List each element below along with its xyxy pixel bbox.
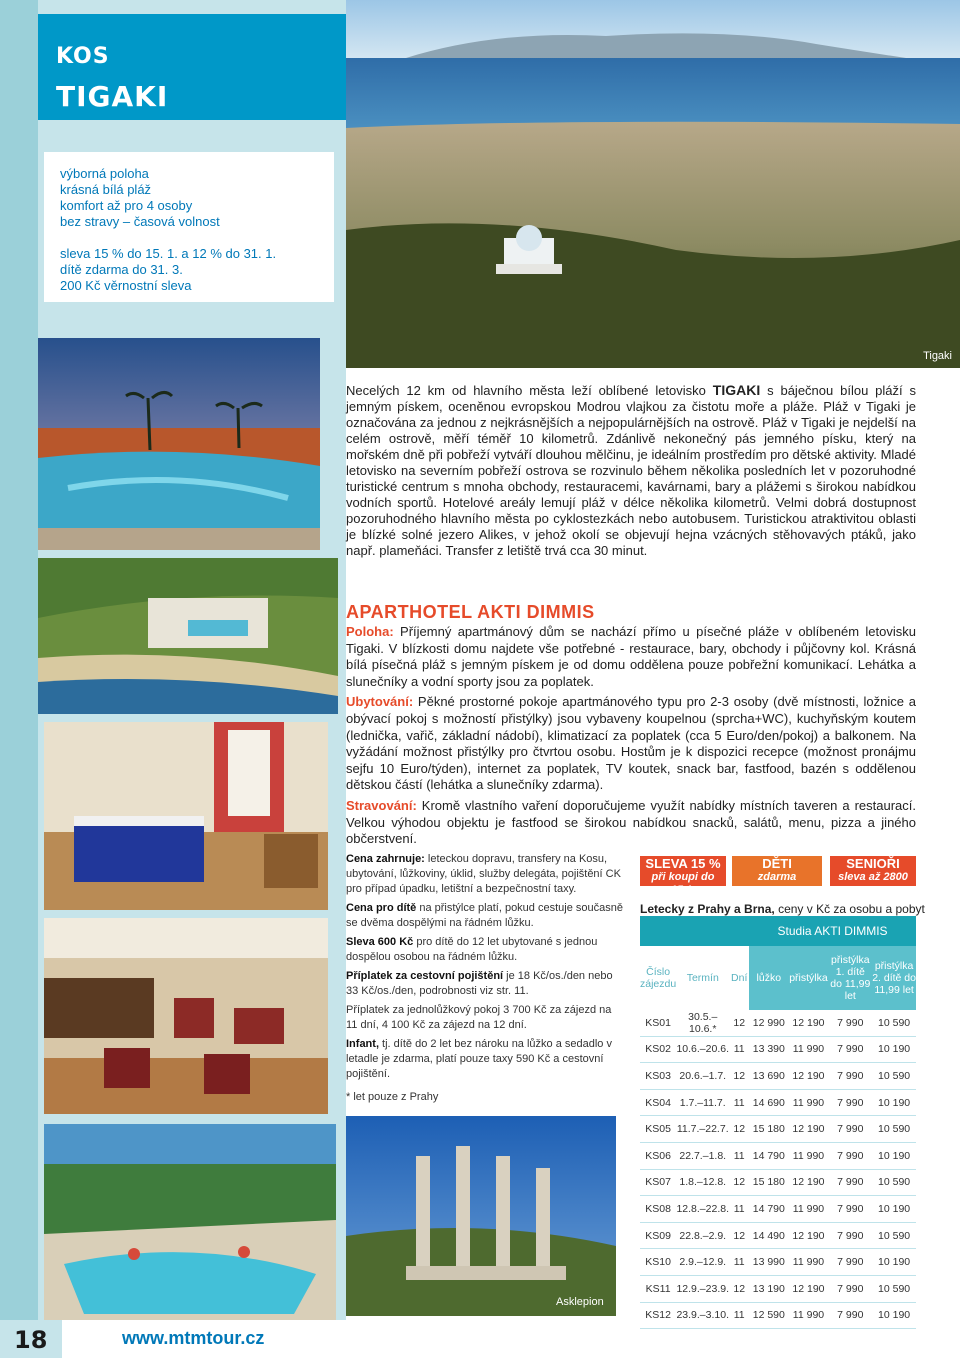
note-item xyxy=(346,935,624,965)
section-label: Ubytování: xyxy=(346,694,414,710)
website-link[interactable]: www.mtmtour.cz xyxy=(122,1328,265,1348)
col-header: lůžko xyxy=(749,946,788,1010)
tour-code-cell: KS09 xyxy=(640,1222,676,1249)
region-title: KOS xyxy=(56,44,110,69)
table-cell: 12 190 xyxy=(788,1116,828,1143)
table-row xyxy=(640,1063,916,1090)
note-text: pro dítě do 12 let ubytované s jednou dospělou osobou na řádném lůžku. xyxy=(346,936,598,963)
table-cell: 13 690 xyxy=(749,1063,788,1090)
table-cell: 12 190 xyxy=(788,1063,828,1090)
photo-hotel-aerial xyxy=(38,558,338,714)
table-cell: 11 xyxy=(729,1036,749,1063)
tour-code-cell: KS03 xyxy=(640,1063,676,1090)
table-cell: 10 590 xyxy=(872,1063,916,1090)
photo-asklepion xyxy=(346,1116,616,1316)
photo-pool-day xyxy=(44,1124,336,1320)
badge-title: DĚTI xyxy=(762,856,792,871)
table-row xyxy=(640,1116,916,1143)
place-title: TIGAKI xyxy=(56,80,169,113)
table-cell: 14 490 xyxy=(749,1222,788,1249)
note-bold: Cena zahrnuje: xyxy=(346,853,425,865)
note-text: na přistýlce platí, pokud cestuje současně se dvěma dospělými na řádném lůžku. xyxy=(346,902,623,929)
badge-title: SENIOŘI xyxy=(846,856,900,871)
table-row xyxy=(640,1196,916,1223)
table-cell: 13 190 xyxy=(749,1275,788,1302)
hotel-description xyxy=(346,624,916,852)
photo-tigaki-landscape xyxy=(346,0,960,368)
table-cell: 10 190 xyxy=(872,1249,916,1276)
note-text: * let pouze z Prahy xyxy=(346,1091,439,1103)
table-cell: 12 xyxy=(729,1275,749,1302)
photo-room xyxy=(44,722,328,910)
badge-children xyxy=(732,856,822,886)
highlight-item: komfort až pro 4 osoby xyxy=(60,198,193,213)
table-cell: 7 990 xyxy=(828,1063,872,1090)
col-header: Dní xyxy=(729,946,749,1010)
photo-hotel-pool-evening xyxy=(38,338,320,550)
note-bold: Sleva 600 Kč xyxy=(346,936,414,948)
tour-code-cell: KS04 xyxy=(640,1089,676,1116)
section-label: Poloha: xyxy=(346,624,394,639)
table-cell: 12.8.–22.8. xyxy=(676,1196,729,1223)
table-cell: 12.9.–23.9. xyxy=(676,1275,729,1302)
badge-discount xyxy=(640,856,726,896)
tour-code-cell: KS10 xyxy=(640,1249,676,1276)
tour-code-cell: KS08 xyxy=(640,1196,676,1223)
table-row xyxy=(640,1089,916,1116)
note-item xyxy=(346,901,624,931)
table-cell: 11 xyxy=(729,1142,749,1169)
badge-subtitle: při koupi do 15.1. xyxy=(651,871,715,896)
table-cell: 11 990 xyxy=(788,1249,828,1276)
section-label: Stravování: xyxy=(346,797,417,813)
table-cell: 7 990 xyxy=(828,1196,872,1223)
tour-code-cell: KS11 xyxy=(640,1275,676,1302)
table-cell: 11 990 xyxy=(788,1302,828,1329)
price-table xyxy=(640,916,916,1329)
note-item xyxy=(346,852,624,897)
intro-text-rest: s báječnou bílou pláží s jemným pískem, oceněnou evropskou Modrou vlajkou za čistotu moře a pláže. Pláž v Tigaki je označována za jednou z nejkrásnějších a nejpopulárnějších na ostrově. Pláž v Tigaki je nejdelší na celém ostrově, měří téměř 10 kilometrů. Zdánlivě nekonečný pás jemného písku, který na mořském dně při pobřeží vytváří dlouhou mělčinu, je ideálním prostředím pro dětské aktivity. Mladé letovisko na severním pobřeží ostrova se rozvinulo během několika posledních let v pozoruhodné turistické centrum s mnoha obchody, restauracemi, kavárnami, bary a plážemi s širokou nabídkou vodních sportů. Hotelové areály lemují pláž v délce několika kilometrů. Velmi dobrá dostupnost pozoruhodného hlavního města po cyklostezkách nebo autobusem. Turistickou atraktivitou oblasti je blízké solné jezero Alikes, v jehož okolí se objevují hejna vzácných stěhovavých ptáků, jako např. plameňáci. Transfer z letiště trvá cca 30 minut. xyxy=(346,383,916,558)
table-cell: 14 690 xyxy=(749,1089,788,1116)
table-cell: 7 990 xyxy=(828,1249,872,1276)
highlight-item: bez stravy – časová volnost xyxy=(60,214,220,229)
table-cell: 10.6.–20.6. xyxy=(676,1036,729,1063)
table-cell: 7 990 xyxy=(828,1089,872,1116)
table-cell: 7 990 xyxy=(828,1275,872,1302)
note-item xyxy=(346,969,624,999)
section-text: Kromě vlastního vaření doporučujeme využít nabídky místních taveren a restaurací. Velkou výhodou objektu je fastfood se širokou nabídkou snacků, salátů, menu, pizza a jiného občerstvení. xyxy=(346,797,916,847)
tour-code-cell: KS07 xyxy=(640,1169,676,1196)
table-cell: 12 xyxy=(729,1222,749,1249)
table-cell: 10 190 xyxy=(872,1196,916,1223)
table-cell: 7 990 xyxy=(828,1302,872,1329)
caption-bold: Letecky z Prahy a Brna, xyxy=(640,902,775,916)
note-bold: Příplatek za cestovní pojištění xyxy=(346,970,504,982)
note-text: leteckou dopravu, transfery na Kosu, ubytování, lůžkoviny, úklid, služby delegáta, pojištění CK pro případ úpadku, letištní a bezpečnostní taxy. xyxy=(346,853,621,895)
table-cell: 11 990 xyxy=(788,1142,828,1169)
table-cell: 11 xyxy=(729,1089,749,1116)
note-bold: Infant, xyxy=(346,1038,379,1050)
highlight-item: výborná poloha xyxy=(60,166,149,181)
badge-seniors xyxy=(830,856,916,886)
table-cell: 7 990 xyxy=(828,1010,872,1036)
photo-caption-asklepion: Asklepion xyxy=(556,1296,604,1308)
col-header: Termín xyxy=(676,946,729,1010)
discount-item: dítě zdarma do 31. 3. xyxy=(60,262,183,277)
table-cell: 11 xyxy=(729,1196,749,1223)
table-cell: 22.7.–1.8. xyxy=(676,1142,729,1169)
intro-paragraph xyxy=(346,382,916,559)
section-text: Příjemný apartmánový dům se nachází přímo u písečné pláže v oblíbeném letovisku Tigaki. V blízkosti domu najdete vše potřebné - restaurace, bary, obchody i půjčovny kol. Krásná bílá písečná pláž s jemným pískem je od domu oddělena pouze pobřežní komunikací. Lehátka a slunečníky a vodní sporty jsou za poplatek. xyxy=(346,624,916,689)
table-cell: 23.9.–3.10. xyxy=(676,1302,729,1329)
table-cell: 10 190 xyxy=(872,1089,916,1116)
table-cell: 10 590 xyxy=(872,1010,916,1036)
discount-item: 200 Kč věrnostní sleva xyxy=(60,278,192,293)
badge-subtitle: zdarma xyxy=(757,871,797,883)
left-strip xyxy=(0,0,38,1320)
intro-text-start: Necelých 12 km od hlavního města leží oblíbené letovisko xyxy=(346,383,713,398)
table-cell: 10 590 xyxy=(872,1275,916,1302)
table-cell: 15 180 xyxy=(749,1169,788,1196)
table-cell: 12 190 xyxy=(788,1222,828,1249)
table-cell: 30.5.–10.6.* xyxy=(676,1010,729,1036)
table-cell: 1.8.–12.8. xyxy=(676,1169,729,1196)
table-cell: 13 390 xyxy=(749,1036,788,1063)
table-cell: 11 990 xyxy=(788,1089,828,1116)
col-header: přistýlka xyxy=(788,946,828,1010)
table-cell: 10 590 xyxy=(872,1169,916,1196)
table-cell: 7 990 xyxy=(828,1169,872,1196)
highlight-item: krásná bílá pláž xyxy=(60,182,152,197)
note-text: je 18 Kč/os./den nebo 33 Kč/os./den, podrobnosti viz str. 11. xyxy=(346,970,613,997)
col-header: Číslo zájezdu xyxy=(640,946,676,1010)
note-item xyxy=(346,1090,624,1105)
page-number: 18 xyxy=(14,1326,48,1354)
photo-bar xyxy=(44,918,328,1114)
table-cell: 12 xyxy=(729,1010,749,1036)
table-row xyxy=(640,1249,916,1276)
table-cell: 10 190 xyxy=(872,1036,916,1063)
table-cell: 12 xyxy=(729,1116,749,1143)
table-cell: 11.7.–22.7. xyxy=(676,1116,729,1143)
table-row xyxy=(640,1142,916,1169)
table-cell: 7 990 xyxy=(828,1116,872,1143)
table-cell: 10 190 xyxy=(872,1302,916,1329)
badge-title: SLEVA 15 % xyxy=(645,856,721,871)
table-cell: 20.6.–1.7. xyxy=(676,1063,729,1090)
note-item xyxy=(346,1037,624,1082)
tour-code-cell: KS02 xyxy=(640,1036,676,1063)
title-box xyxy=(38,14,384,120)
highlights-box xyxy=(44,152,334,302)
photo-caption-tigaki: Tigaki xyxy=(923,350,952,362)
intro-brand: TIGAKI xyxy=(712,382,761,398)
table-cell: 7 990 xyxy=(828,1222,872,1249)
table-cell: 11 990 xyxy=(788,1196,828,1223)
price-table-caption xyxy=(640,902,925,916)
hotel-meals xyxy=(346,798,916,848)
table-cell: 12 190 xyxy=(788,1275,828,1302)
hotel-name: APARTHOTEL AKTI DIMMIS xyxy=(346,602,595,622)
tour-code-cell: KS06 xyxy=(640,1142,676,1169)
section-text: Pěkné prostorné pokoje apartmánového typu pro 2-3 osoby (dvě místnosti, ložnice a obývací pokoj s možností přistýlky) jsou vybaveny koupelnou (sprcha+WC), kuchyňským koutem (lednička, vařič, základní nádobí), klimatizací za poplatek (cca 5 Euro/den/pokoj) a balkonem. Na vyžádání možnost přistýlky pro čtvrtou osobu. Hostům je k dispozici recepce (možnost pronájmu sejfu 10 Euro/týden), internet za poplatek, TV koutek, snack bar, fastfood, bazén s oddělenou dětskou částí (lehátka a slunečníky zdarma). xyxy=(346,694,916,793)
table-cell: 12 990 xyxy=(749,1010,788,1036)
table-cell: 7 990 xyxy=(828,1142,872,1169)
table-row xyxy=(640,1010,916,1036)
table-cell: 11 990 xyxy=(788,1036,828,1063)
table-row xyxy=(640,1222,916,1249)
price-notes xyxy=(346,852,624,1109)
note-bold: Cena pro dítě xyxy=(346,902,417,914)
table-cell: 22.8.–2.9. xyxy=(676,1222,729,1249)
caption-rest: ceny v Kč za osobu a pobyt xyxy=(774,902,925,916)
table-row xyxy=(640,1169,916,1196)
table-cell: 12 590 xyxy=(749,1302,788,1329)
table-cell: 15 180 xyxy=(749,1116,788,1143)
table-cell: 12 xyxy=(729,1063,749,1090)
table-cell: 7 990 xyxy=(828,1036,872,1063)
table-cell: 12 xyxy=(729,1169,749,1196)
table-cell: 12 190 xyxy=(788,1169,828,1196)
table-cell: 12 190 xyxy=(788,1010,828,1036)
tour-code-cell: KS12 xyxy=(640,1302,676,1329)
table-row xyxy=(640,1302,916,1329)
tour-code-cell: KS05 xyxy=(640,1116,676,1143)
badge-subtitle: sleva až 2800 xyxy=(838,871,908,883)
table-row xyxy=(640,1275,916,1302)
table-cell: 14 790 xyxy=(749,1142,788,1169)
note-item xyxy=(346,1003,624,1033)
table-cell: 10 590 xyxy=(872,1116,916,1143)
table-cell: 10 590 xyxy=(872,1222,916,1249)
note-text: Příplatek za jednolůžkový pokoj 3 700 Kč za zájezd na 11 dní, 4 100 Kč za zájezd na 12 dní. xyxy=(346,1004,612,1031)
col-header: přistýlka 1. dítě do 11,99 let xyxy=(828,946,872,1010)
table-cell: 2.9.–12.9. xyxy=(676,1249,729,1276)
table-group-header: Studia AKTI DIMMIS xyxy=(749,916,916,946)
table-cell: 14 790 xyxy=(749,1196,788,1223)
table-header-spacer xyxy=(640,916,749,946)
col-header: přistýlka 2. dítě do 11,99 let xyxy=(872,946,916,1010)
table-cell: 11 xyxy=(729,1249,749,1276)
hotel-accommodation xyxy=(346,694,916,794)
table-cell: 10 190 xyxy=(872,1142,916,1169)
table-cell: 1.7.–11.7. xyxy=(676,1089,729,1116)
table-row xyxy=(640,1036,916,1063)
hotel-location xyxy=(346,624,916,690)
table-cell: 11 xyxy=(729,1302,749,1329)
page-number-box xyxy=(0,1320,62,1358)
tour-code-cell: KS01 xyxy=(640,1010,676,1036)
table-cell: 13 990 xyxy=(749,1249,788,1276)
note-text: tj. dítě do 2 let bez nároku na lůžko a sedadlo v letadle je zdarma, platí pouze taxy 590 Kč a cestovní pojištění. xyxy=(346,1038,612,1080)
discount-item: sleva 15 % do 15. 1. a 12 % do 31. 1. xyxy=(60,246,277,261)
